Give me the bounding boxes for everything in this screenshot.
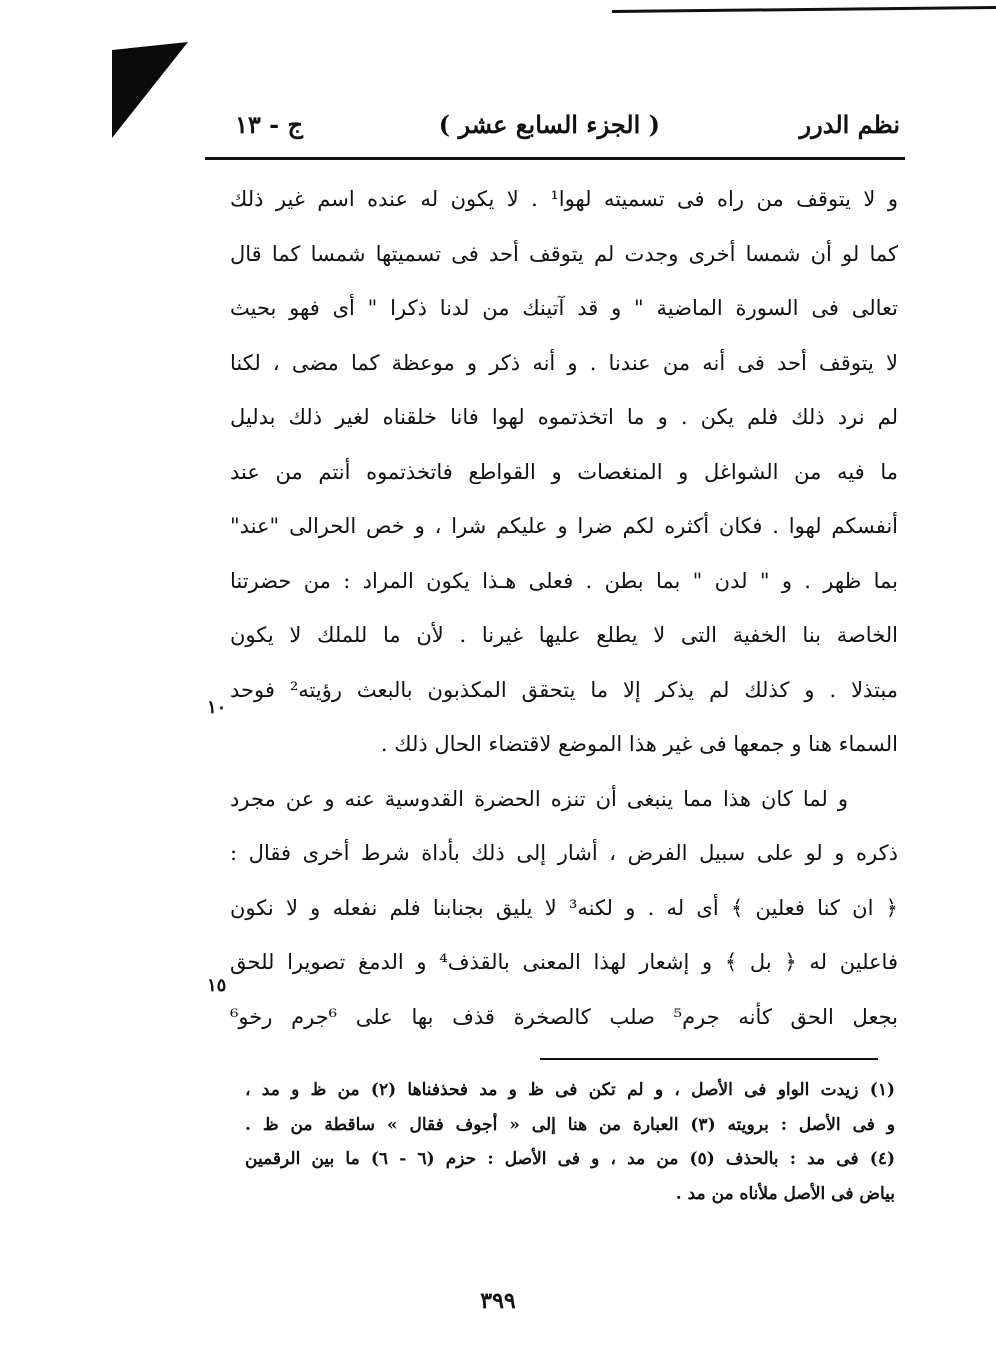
header-rule — [205, 157, 905, 160]
footnote-line: (١) زيدت الواو فى الأصل ، و لم تكن فى ظ و مد فحذفناها (٢) من ظ و مد ، — [245, 1080, 895, 1100]
line-number-10: ١٠ — [207, 697, 227, 718]
text-line: فاعلين له ﴿ بل ﴾ و إشعار لهذا المعنى بالقذف⁴ و الدمغ تصويرا للحق — [230, 950, 898, 974]
text-line: ذكره و لو على سبيل الفرض ، أشار إلى ذلك بأداة شرط أخرى فقال : — [230, 841, 898, 865]
footnotes — [245, 1073, 895, 1211]
text-line: بما ظهر . و " لدن " بما بطن . فعلى هـذا يكون المراد : من حضرتنا — [230, 568, 898, 593]
footnote-line: (٤) فى مد : بالحذف (٥) من مد ، و فى الأصل : حزم (٦ - ٦) ما بين الرقمين — [245, 1149, 895, 1169]
text-line: بجعل الحق كأنه جرم⁵ صلب كالصخرة قذف بها على ⁶جرم رخو⁶ — [230, 1004, 898, 1029]
text-line: و لا يتوقف من راه فى تسميته لهوا¹ . لا يكون له عنده اسم غير ذلك — [230, 187, 898, 211]
text-line: أنفسكم لهوا . فكان أكثره لكم ضرا و عليكم شرا ، و خص الحرالى "عند" — [230, 514, 898, 538]
running-header — [205, 104, 900, 150]
scan-top-edge-line — [612, 6, 996, 13]
line-number-15: ١٥ — [207, 975, 227, 996]
text-line: ما فيه من الشواغل و المنغصات و القواطع فاتخذتموه أنتم من عند — [230, 459, 898, 484]
footnote-line: بياض فى الأصل ملأناه من مد . — [675, 1183, 895, 1204]
text-line: ﴿ ان كنا فعلين ﴾ أى له . و لكنه³ لا يليق بجنابنا فلم نفعله و لا نكون — [230, 895, 898, 920]
text-line: لم نرد ذلك فلم يكن . و ما اتخذتموه لهوا فانا خلقناه لغير ذلك بدليل — [230, 405, 898, 429]
text-line: الخاصة بنا الخفية التى لا يطلع عليها غيرنا . لأن ما للملك لا يكون — [230, 623, 898, 647]
scan-corner-triangle — [112, 42, 190, 140]
text-line: السماء هنا و جمعها فى غير هذا الموضع لاقتضاء الحال ذلك . — [380, 732, 898, 756]
main-text — [230, 172, 898, 1044]
volume-number: ج - ١٣ — [235, 110, 303, 139]
footnote-separator — [540, 1058, 878, 1060]
text-line: كما لو أن شمسا أخرى وجدت لم يتوقف أحد فى تسميتها شمسا كما قال — [230, 241, 898, 266]
footnote-line: و فى الأصل : برويته (٣) العبارة من هنا إلى « أجوف فقال » ساقطة من ظ . — [245, 1114, 895, 1135]
page-number: ٣٩٩ — [480, 1288, 516, 1314]
text-line: مبتذلا . و كذلك لم يذكر إلا ما يتحقق المكذبون بالبعث رؤيته² فوحد — [230, 677, 898, 702]
text-line: و لما كان هذا مما ينبغى أن تنزه الحضرة القدوسية عنه و عن مجرد — [230, 786, 848, 811]
part-title: ( الجزء السابع عشر ) — [438, 110, 660, 139]
book-title: نظم الدرر — [799, 110, 900, 139]
text-line: تعالى فى السورة الماضية " و قد آتينك من لدنا ذكرا " أى فهو بحيث — [230, 296, 898, 320]
text-line: لا يتوقف أحد فى أنه من عندنا . و أنه ذكر و موعظة كما مضى ، لكنا — [230, 350, 898, 375]
